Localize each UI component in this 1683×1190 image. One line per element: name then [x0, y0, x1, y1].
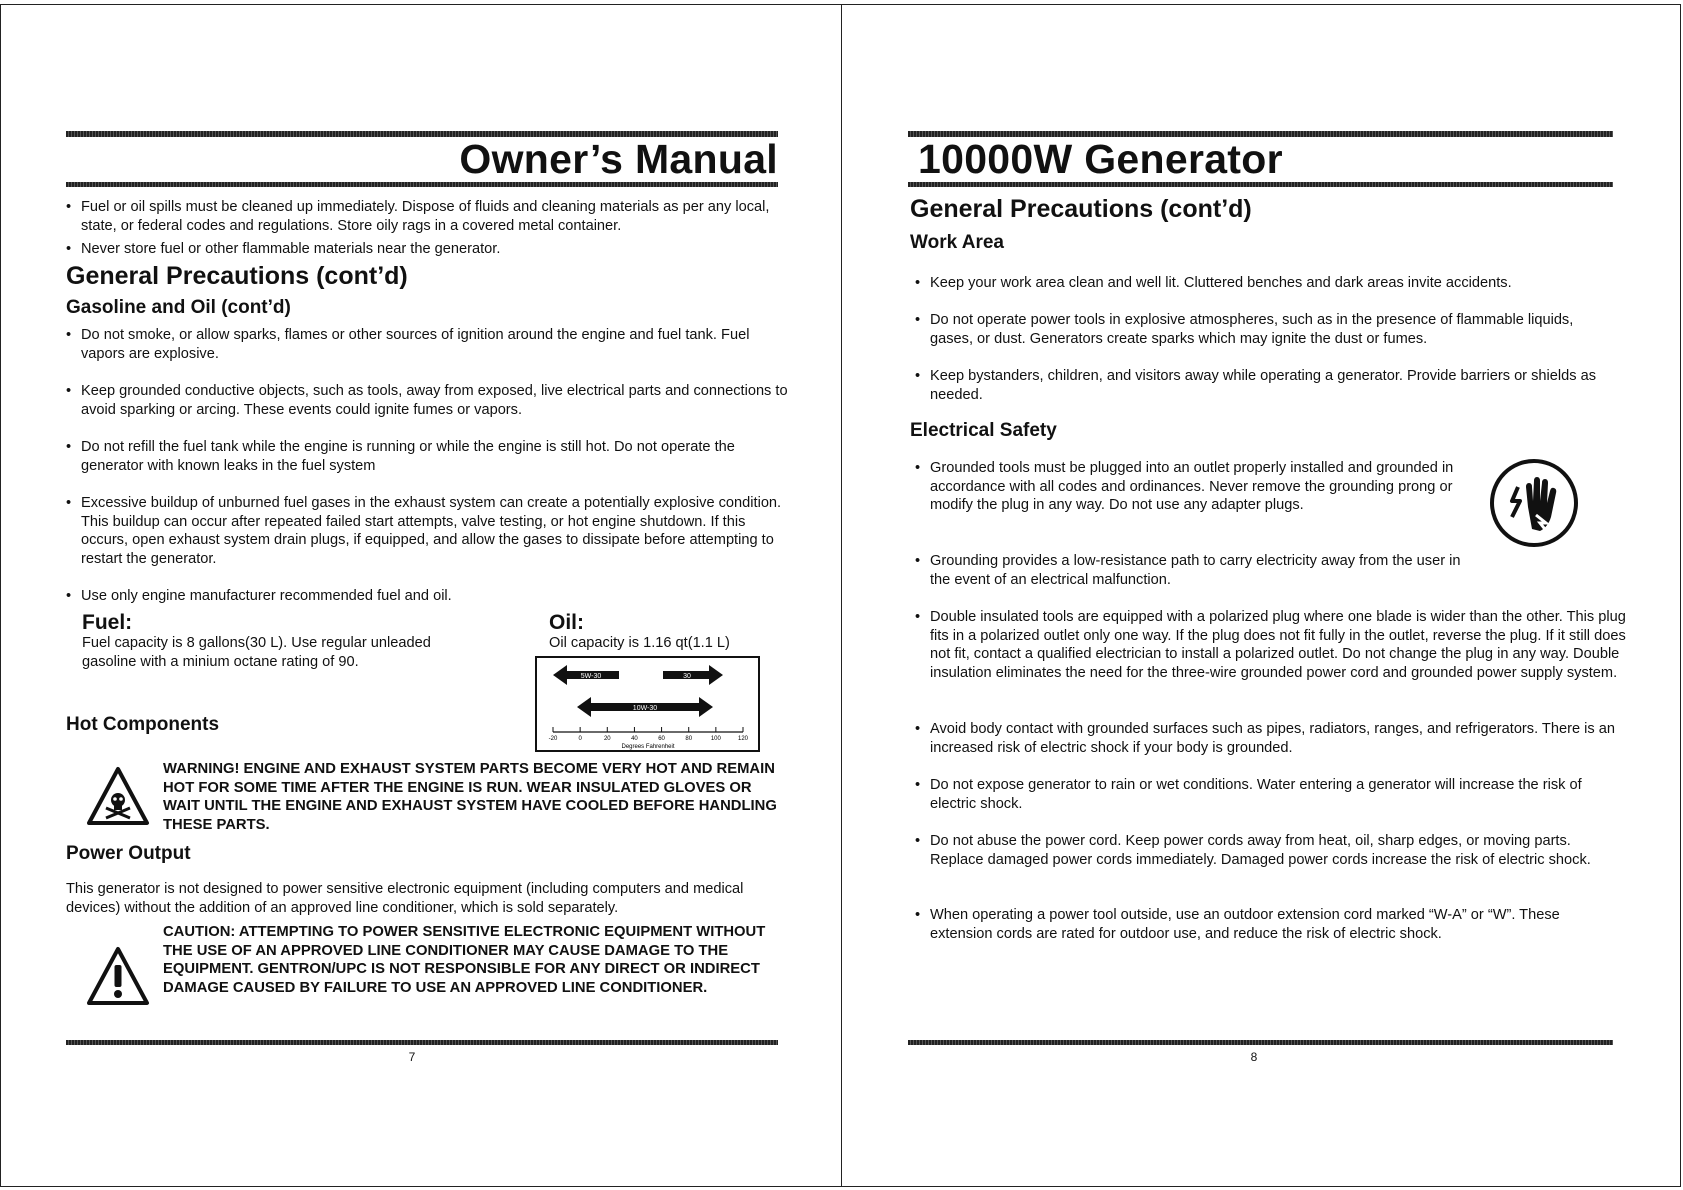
oil-viscosity-chart: [535, 656, 760, 752]
oil-text: Oil capacity is 1.16 qt(1.1 L): [549, 635, 730, 651]
tick-label: 100: [710, 736, 721, 742]
axis-label: Degrees Fahrenheit: [621, 744, 675, 750]
list-item: • Avoid body contact with grounded surfaces such as pipes, radiators, ranges, and refrigerators. There is an increased risk of electric shock if your body is grounded.: [915, 720, 1630, 757]
list-item: • Do not abuse the power cord. Keep power cords away from heat, oil, sharp edges, or moving parts. Replace damaged power cords immediately. Damaged power cords increase the risk of electric shock.: [915, 832, 1620, 869]
list-item: • Keep bystanders, children, and visitors away while operating a generator. Provide barriers or shields as needed.: [915, 367, 1620, 404]
page-number: 8: [1250, 1050, 1258, 1064]
list-item: • Never store fuel or other flammable materials near the generator.: [66, 240, 793, 259]
tick-label: 20: [603, 736, 611, 742]
list-item: • Do not operate power tools in explosive atmospheres, such as in the presence of flammable liquids, gases, or dust. Generators create sparks which may ignite the dust or fumes.: [915, 311, 1620, 348]
oil-heading: Oil:: [549, 611, 584, 634]
label-30: 30: [683, 673, 691, 680]
work-area-title: Work Area: [910, 232, 1004, 253]
tick-label: 80: [685, 736, 693, 742]
fuel-text: Fuel capacity is 8 gallons(30 L). Use regular unleaded gasoline with a minium octane rating of 90.: [82, 635, 431, 670]
tick-label: 60: [658, 736, 665, 742]
list-item: • Double insulated tools are equipped with a polarized plug where one blade is wider than the other. This plug fits in a polarized outlet only one way. If the plug does not fit fully in the outlet, reverse the plug. If it still does not fit, contact a qualified electrician to install a polarized outlet. Do not change the plug in any way. Double insulation eliminates the need for the three-wire grounded power cord and grounded power supply system.: [915, 608, 1630, 682]
list-item: • Grounding provides a low-resistance path to carry electricity away from the user in the event of an electrical malfunction.: [915, 552, 1475, 589]
footer-rule: [66, 1040, 778, 1045]
fuel-heading: Fuel:: [82, 611, 133, 634]
subsection-title: Gasoline and Oil (cont’d): [66, 297, 291, 318]
tick-label: 0: [578, 736, 582, 742]
caution-text: CAUTION: ATTEMPTING TO POWER SENSITIVE ELECTRONIC EQUIPMENT WITHOUT THE USE OF AN APPROVED LINE CONDITIONER MAY CAUSE DAMAGE TO THE EQUIPMENT. GENTRON/UPC IS NOT RESPONSIBLE FOR ANY DIRECT OR INDIRECT DAMAGE CAUSED BY FAILURE TO USE AN APPROVED LINE CONDITIONER.: [163, 924, 766, 996]
power-output-text: This generator is not designed to power sensitive electronic equipment (including computers and medical devices) without the addition of an approved line conditioner, which is sold separately.: [66, 881, 744, 916]
tick-label: 120: [737, 736, 749, 742]
list-item: • When operating a power tool outside, use an outdoor extension cord marked “W-A” or “W”. These extension cords are rated for outdoor use, and reduce the risk of electric shock.: [915, 906, 1620, 943]
skull-crossbones-warning-icon: [86, 766, 150, 831]
right-page: [908, 0, 1626, 1190]
section-title: General Precautions (cont’d): [910, 195, 1252, 223]
tick-label: -20: [548, 736, 558, 742]
list-item: • Do not smoke, or allow sparks, flames or other sources of ignition around the engine and fuel tank. Fuel vapors are explosive.: [66, 326, 771, 363]
list-item: • Do not expose generator to rain or wet conditions. Water entering a generator will increase the risk of electric shock.: [915, 776, 1620, 813]
electric-shock-hand-icon: [1488, 457, 1580, 554]
list-item: • Do not refill the fuel tank while the engine is running or while the engine is still hot. Do not operate the generator with known leaks in the fuel system: [66, 438, 771, 475]
header-rule-bottom: [66, 182, 778, 187]
tick-label: 40: [631, 736, 638, 742]
page-title: Owner’s Manual: [459, 136, 778, 182]
footer-rule: [908, 1040, 1613, 1045]
list-item: • Grounded tools must be plugged into an outlet properly installed and grounded in accordance with all codes and ordinances. Never remove the grounding prong or modify the plug in any way. Do not use any adapter plugs.: [915, 459, 1475, 515]
header-rule-bottom: [908, 182, 1613, 187]
hot-warning-text: WARNING! ENGINE AND EXHAUST SYSTEM PARTS BECOME VERY HOT AND REMAIN HOT FOR SOME TIME AFTER THE ENGINE IS RUN. WEAR INSULATED GLOVES OR WAIT UNTIL THE ENGINE AND EXHAUST SYSTEM HAVE COOLED BEFORE HANDLING THESE PARTS.: [163, 761, 777, 833]
hot-components-title: Hot Components: [66, 714, 220, 735]
list-item: • Keep your work area clean and well lit. Cluttered benches and dark areas invite accidents.: [915, 274, 1620, 293]
list-item: • Excessive buildup of unburned fuel gases in the exhaust system can create a potentially explosive condition. This buildup can occur after repeated failed start attempts, valve testing, or hot engine shutdown. If this occurs, open exhaust system drain plugs, if equipped, and allow the gases to dissipate before attempting to restart the generator.: [66, 494, 793, 568]
list-item: • Keep grounded conductive objects, such as tools, away from exposed, live electrical parts and connections to avoid sparking or arcing. These events could ignite fumes or vapors.: [66, 382, 793, 419]
page-title: 10000W Generator: [918, 136, 1283, 182]
exclamation-warning-icon: [86, 946, 150, 1011]
page-number: 7: [408, 1050, 416, 1064]
arrow-30: [663, 665, 723, 685]
left-page: [66, 0, 788, 1190]
electrical-safety-title: Electrical Safety: [910, 420, 1057, 441]
oil-viscosity-svg: [537, 658, 758, 750]
page-divider: [841, 4, 842, 1187]
list-item: • Fuel or oil spills must be cleaned up immediately. Dispose of fluids and cleaning materials as per any local, state, or federal codes and regulations. Store oily rags in a covered metal container.: [66, 198, 793, 235]
label-10w30: 10W-30: [632, 705, 658, 712]
section-title: General Precautions (cont’d): [66, 262, 408, 290]
power-output-title: Power Output: [66, 843, 191, 864]
label-5w30: 5W-30: [580, 673, 602, 680]
list-item: • Use only engine manufacturer recommended fuel and oil.: [66, 587, 793, 606]
